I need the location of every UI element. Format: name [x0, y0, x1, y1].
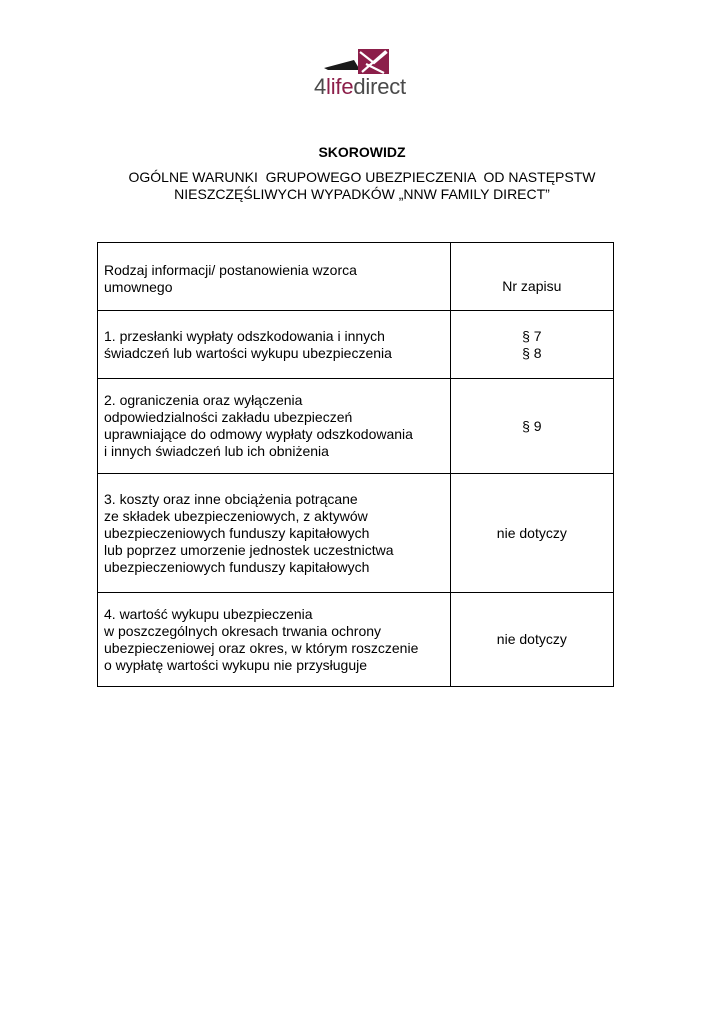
- desc-line: odpowiedzialności zakładu ubezpieczeń: [104, 409, 353, 425]
- row-desc-cell: [98, 474, 451, 593]
- table-row: [98, 311, 614, 379]
- header-ref-cell: Nr zapisu: [450, 243, 613, 311]
- row-desc-cell: [98, 379, 451, 474]
- document-subtitle: [0, 169, 724, 203]
- logo-life: life: [326, 74, 354, 99]
- ref-line: nie dotyczy: [496, 524, 567, 541]
- desc-line: świadczeń lub wartości wykupu ubezpieczenia: [104, 344, 392, 361]
- row-ref-cell: [450, 379, 613, 474]
- desc-line: 4. wartość wykupu ubezpieczenia: [104, 605, 313, 622]
- row-ref-cell: [450, 474, 613, 593]
- table-row: [98, 379, 614, 474]
- table-header-row: [98, 243, 614, 311]
- desc-line: 2. ograniczenia oraz wyłączenia: [104, 392, 303, 408]
- desc-line: o wypłatę wartości wykupu nie przysługuje: [104, 656, 368, 673]
- logo-number: 4: [314, 74, 327, 99]
- subtitle-line: NIESZCZĘŚLIWYCH WYPADKÓW „NNW FAMILY DIRECT”: [174, 186, 550, 202]
- ref-line: § 8: [522, 344, 542, 361]
- logo-direct: direct: [353, 74, 406, 99]
- header-desc-line: umownego: [104, 279, 173, 295]
- company-logo: [310, 46, 414, 102]
- subtitle-line: OGÓLNE WARUNKI GRUPOWEGO UBEZPIECZENIA OD NASTĘPSTW: [128, 169, 596, 185]
- row-desc-cell: [98, 593, 451, 687]
- desc-line: ubezpieczeniowej oraz okres, w którym roszczenie: [104, 639, 419, 656]
- desc-line: w poszczególnych okresach trwania ochrony: [104, 622, 382, 639]
- header-desc-cell: [98, 243, 451, 311]
- table-row: [98, 593, 614, 687]
- header-desc-line: Rodzaj informacji/ postanowienia wzorca: [104, 262, 357, 278]
- desc-line: ubezpieczeniowych funduszy kapitałowych: [104, 558, 370, 575]
- document-title: SKOROWIDZ: [318, 144, 406, 160]
- logo-wordmark: [314, 75, 406, 99]
- row-desc-cell: [98, 311, 451, 379]
- ref-line: § 9: [522, 417, 542, 434]
- desc-line: lub poprzez umorzenie jednostek uczestnictwa: [104, 541, 394, 558]
- row-ref-cell: [450, 593, 613, 687]
- desc-line: ubezpieczeniowych funduszy kapitałowych: [104, 524, 370, 541]
- row-ref-cell: [450, 311, 613, 379]
- index-table: [97, 242, 614, 687]
- desc-line: 3. koszty oraz inne obciążenia potrącane: [104, 490, 358, 507]
- desc-line: uprawniające do odmowy wypłaty odszkodowania: [104, 426, 413, 442]
- ref-line: nie dotyczy: [496, 631, 567, 647]
- table-row: [98, 474, 614, 593]
- ref-line: § 7: [522, 327, 542, 344]
- desc-line: i innych świadczeń lub ich obniżenia: [104, 443, 329, 459]
- desc-line: ze składek ubezpieczeniowych, z aktywów: [104, 507, 368, 524]
- desc-line: 1. przesłanki wypłaty odszkodowania i innych: [104, 327, 385, 344]
